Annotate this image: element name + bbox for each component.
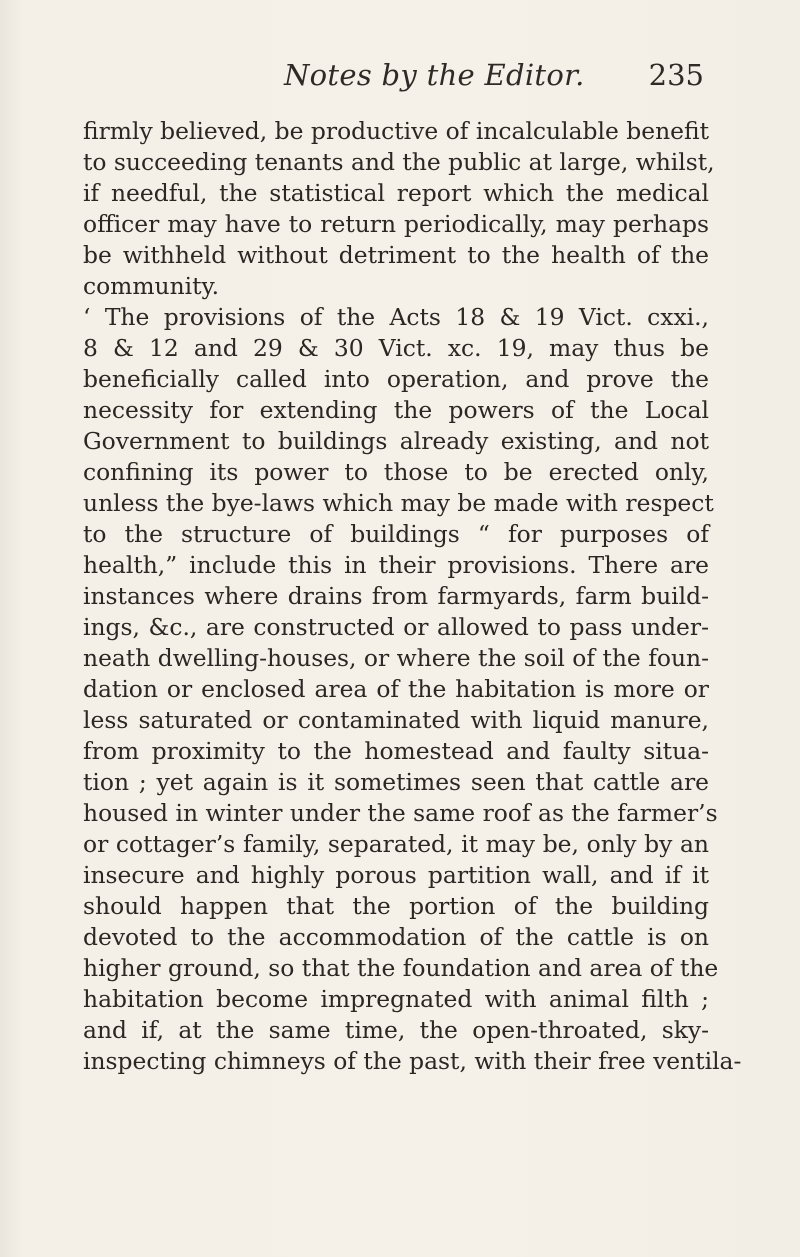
text-line: ings, &c., are constructed or allowed to pass under-	[83, 613, 709, 641]
text-line: less saturated or contaminated with liquid manure,	[83, 706, 709, 734]
text-line: necessity for extending the powers of the Local	[83, 396, 709, 424]
text-line: neath dwelling-houses, or where the soil of the foun-	[83, 644, 709, 672]
text-line: from proximity to the homestead and faulty situa-	[83, 737, 709, 765]
text-line: inspecting chimneys of the past, with their free ventila-	[83, 1047, 742, 1075]
text-line: to the structure of buildings “ for purposes of	[83, 520, 709, 548]
running-title: Notes by the Editor.	[284, 58, 585, 92]
text-line: habitation become impregnated with animal filth ;	[83, 985, 709, 1013]
text-line: instances where drains from farmyards, farm build-	[83, 582, 709, 610]
text-line: and if, at the same time, the open-throated, sky-	[83, 1016, 709, 1044]
text-line: be withheld without detriment to the health of the	[83, 241, 709, 269]
text-line: insecure and highly porous partition wall, and if it	[83, 861, 709, 889]
page-number: 235	[648, 58, 704, 92]
body-text	[83, 116, 742, 1077]
text-line: officer may have to return periodically, may perhaps	[83, 210, 709, 238]
text-line: or cottager’s family, separated, it may be, only by an	[83, 830, 709, 858]
text-line: firmly believed, be productive of incalculable benefit	[83, 117, 709, 145]
text-line: higher ground, so that the foundation and area of the	[83, 954, 719, 982]
text-line: dation or enclosed area of the habitation is more or	[83, 675, 709, 703]
text-line: Government to buildings already existing, and not	[83, 427, 709, 455]
text-line: health,” include this in their provisions. There are	[83, 551, 709, 579]
text-line: should happen that the portion of the building	[83, 892, 709, 920]
text-line: housed in winter under the same roof as the farmer’s	[83, 799, 718, 827]
text-line: confining its power to those to be erected only,	[83, 458, 709, 486]
text-line: ‘ The provisions of the Acts 18 & 19 Vict. cxxi.,	[83, 303, 709, 331]
text-line: unless the bye-laws which may be made with respect	[83, 489, 714, 517]
page-header	[284, 58, 724, 98]
text-line: community.	[83, 272, 220, 300]
text-line: 8 & 12 and 29 & 30 Vict. xc. 19, may thus be	[83, 334, 709, 362]
text-line: if needful, the statistical report which the medical	[83, 179, 709, 207]
text-line: devoted to the accommodation of the cattle is on	[83, 923, 709, 951]
text-line: to succeeding tenants and the public at large, whilst,	[83, 148, 715, 176]
text-line: tion ; yet again is it sometimes seen that cattle are	[83, 768, 709, 796]
text-line: beneficially called into operation, and prove the	[83, 365, 709, 393]
